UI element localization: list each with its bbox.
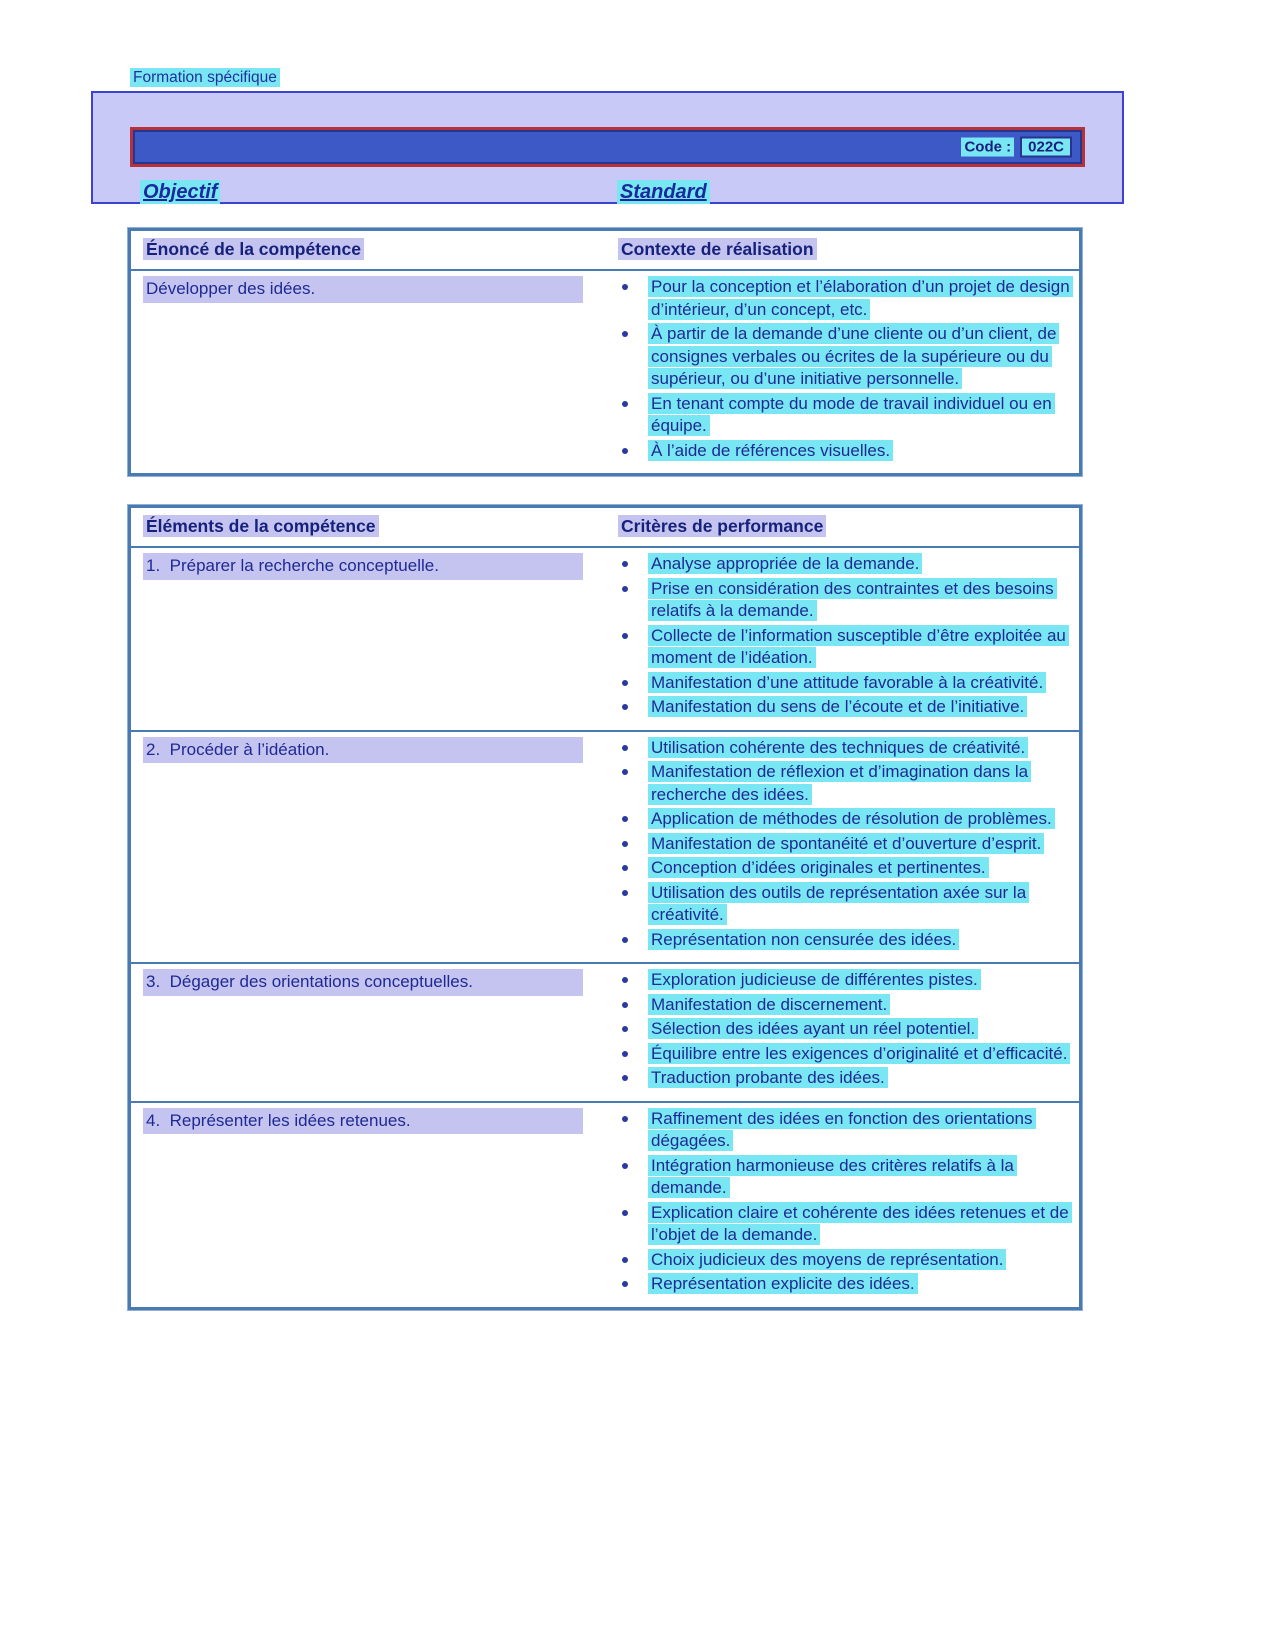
bullet-item [620,393,1071,438]
bullet-dot-icon [622,331,628,337]
bullet-dot-icon [622,401,628,407]
bullet-item [620,1273,1071,1296]
competence-title-cell [143,276,598,464]
criteres-bullets [598,737,1071,954]
bullet-item [620,969,1071,992]
bullet-item [620,696,1071,719]
bullet-item [620,1249,1071,1272]
element-title: 2. Procéder à l’idéation. [143,737,583,764]
bullet-text: Manifestation de discernement. [648,994,1071,1017]
bullet-text: Choix judicieux des moyens de représentation. [648,1249,1071,1272]
table1-header-row [131,231,1079,271]
code-value: 022C [1020,137,1072,158]
table-row [131,271,1079,473]
competence-title: Développer des idées. [143,276,583,303]
bullet-item [620,440,1071,463]
bullet-dot-icon [622,1002,628,1008]
bullet-text: Exploration judicieuse de différentes pistes. [648,969,1071,992]
table2-col2-header: Critères de performance [598,516,1071,537]
bullet-text: Manifestation de spontanéité et d’ouverture d’esprit. [648,833,1071,856]
section-label [130,69,280,87]
bullet-text: Utilisation cohérente des techniques de créativité. [648,737,1071,760]
bullet-text: Utilisation des outils de représentation axée sur la créativité. [648,882,1071,927]
bullet-dot-icon [622,633,628,639]
element-title: 4. Représenter les idées retenues. [143,1108,583,1135]
criteres-bullets [598,969,1071,1092]
table-enonce-contexte [128,228,1082,476]
element-title-cell [143,969,598,1092]
bullet-item [620,1202,1071,1247]
bullet-item [620,882,1071,927]
bullet-dot-icon [622,769,628,775]
bullet-text: Sélection des idées ayant un réel potentiel. [648,1018,1071,1041]
bullet-item [620,1108,1071,1153]
bullet-text: Raffinement des idées en fonction des orientations dégagées. [648,1108,1071,1153]
bullet-dot-icon [622,1257,628,1263]
table1-col1-header: Énoncé de la compétence [143,239,598,260]
bullet-dot-icon [622,586,628,592]
bullet-dot-icon [622,890,628,896]
bullet-dot-icon [622,561,628,567]
bullet-dot-icon [622,745,628,751]
bullet-item [620,737,1071,760]
bullet-item [620,1067,1071,1090]
element-title-cell [143,553,598,721]
contexte-bullets [598,276,1071,464]
element-title-cell [143,737,598,954]
bullet-dot-icon [622,1051,628,1057]
bullet-item [620,1018,1071,1041]
bullet-text: Explication claire et cohérente des idées retenues et de l’objet de la demande. [648,1202,1071,1247]
bullet-dot-icon [622,865,628,871]
bullet-dot-icon [622,841,628,847]
bullet-text: Représentation explicite des idées. [648,1273,1071,1296]
bullet-text: Représentation non censurée des idées. [648,929,1071,952]
bullet-item [620,1043,1071,1066]
table-row [131,1101,1079,1307]
standard-heading: Standard [617,181,710,204]
bullet-item [620,625,1071,670]
criteres-bullets [598,553,1071,721]
bullet-item [620,929,1071,952]
table-row [131,962,1079,1101]
element-title: 3. Dégager des orientations conceptuelles. [143,969,583,996]
table2-col1-header: Éléments de la compétence [143,516,598,537]
bullet-dot-icon [622,704,628,710]
objectif-heading: Objectif [140,181,220,204]
bullet-text: Traduction probante des idées. [648,1067,1071,1090]
header-panel [91,91,1124,204]
table-elements-criteres [128,505,1082,1310]
bullet-item [620,672,1071,695]
bullet-text: Manifestation de réflexion et d’imagination dans la recherche des idées. [648,761,1071,806]
bullet-text: En tenant compte du mode de travail individuel ou en équipe. [648,393,1071,438]
criteres-bullets [598,1108,1071,1298]
bullet-item [620,553,1071,576]
table-row [131,730,1079,963]
table1-col2-header: Contexte de réalisation [598,239,1071,260]
bullet-item [620,276,1071,321]
bullet-item [620,857,1071,880]
bullet-text: Conception d’idées originales et pertinentes. [648,857,1071,880]
title-bar [130,127,1085,167]
bullet-item [620,323,1071,391]
bullet-item [620,761,1071,806]
bullet-text: Collecte de l’information susceptible d’être exploitée au moment de l’idéation. [648,625,1071,670]
bullet-dot-icon [622,937,628,943]
bullet-text: Équilibre entre les exigences d’originalité et d’efficacité. [648,1043,1071,1066]
bullet-item [620,578,1071,623]
bullet-dot-icon [622,1163,628,1169]
element-title-cell [143,1108,598,1298]
table2-header-row [131,508,1079,548]
bullet-dot-icon [622,816,628,822]
bullet-dot-icon [622,1075,628,1081]
bullet-text: À partir de la demande d’une cliente ou d’un client, de consignes verbales ou écrites de la supérieure ou du supérieur, ou d’une initiative personnelle. [648,323,1071,391]
bullet-dot-icon [622,284,628,290]
bullet-dot-icon [622,448,628,454]
section-label-text: Formation spécifique [130,68,280,87]
bullet-text: À l’aide de références visuelles. [648,440,1071,463]
bullet-text: Pour la conception et l’élaboration d’un projet de design d’intérieur, d’un concept, etc. [648,276,1071,321]
bullet-item [620,994,1071,1017]
bullet-dot-icon [622,1116,628,1122]
code-label: Code : [961,138,1014,157]
bullet-text: Manifestation du sens de l’écoute et de l’initiative. [648,696,1071,719]
bullet-item [620,808,1071,831]
bullet-item [620,833,1071,856]
bullet-item [620,1155,1071,1200]
bullet-text: Intégration harmonieuse des critères relatifs à la demande. [648,1155,1071,1200]
code-group [961,137,1072,158]
bullet-text: Prise en considération des contraintes et des besoins relatifs à la demande. [648,578,1071,623]
element-title: 1. Préparer la recherche conceptuelle. [143,553,583,580]
table-row [131,548,1079,730]
bullet-text: Analyse appropriée de la demande. [648,553,1071,576]
bullet-dot-icon [622,1281,628,1287]
bullet-dot-icon [622,1026,628,1032]
bullet-dot-icon [622,977,628,983]
bullet-dot-icon [622,680,628,686]
bullet-text: Manifestation d’une attitude favorable à la créativité. [648,672,1071,695]
bullet-text: Application de méthodes de résolution de problèmes. [648,808,1071,831]
bullet-dot-icon [622,1210,628,1216]
